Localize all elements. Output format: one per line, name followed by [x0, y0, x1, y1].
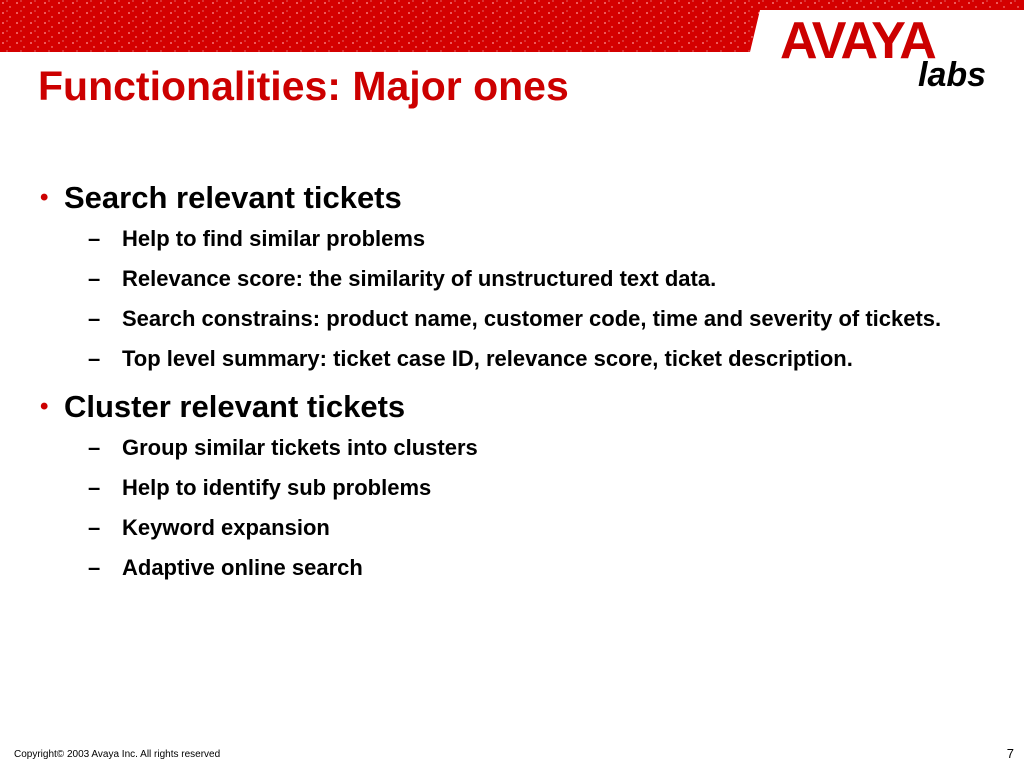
sub-bullet-text: Help to identify sub problems — [122, 475, 432, 500]
sub-bullet — [0, 513, 1024, 542]
section-cluster — [0, 387, 1024, 582]
sub-bullet-text: Keyword expansion — [122, 515, 330, 540]
sub-bullet-text: Adaptive online search — [122, 555, 363, 580]
bullet-dot-icon: • — [40, 184, 49, 211]
sub-bullet-list — [0, 433, 1024, 582]
dash-icon: – — [88, 226, 101, 251]
sub-bullet-text: Search constrains: product name, customer code, time and severity of tickets. — [122, 306, 942, 331]
slide-content — [0, 178, 1024, 596]
bullet-heading — [0, 387, 1024, 427]
sub-bullet — [0, 264, 1024, 293]
svg-text:AVAYA: AVAYA — [780, 12, 935, 70]
sub-bullet-text: Top level summary: ticket case ID, relevance score, ticket description. — [122, 346, 853, 371]
dash-icon: – — [88, 475, 101, 500]
sub-bullet-text: Help to find similar problems — [122, 226, 426, 251]
bullet-heading-text: Search relevant tickets — [64, 180, 402, 215]
dash-icon: – — [88, 306, 101, 331]
page-number: 7 — [1006, 746, 1014, 761]
bullet-heading-text: Cluster relevant tickets — [64, 389, 406, 424]
sub-bullet — [0, 433, 1024, 462]
footer-copyright: Copyright© 2003 Avaya Inc. All rights reserved — [14, 749, 221, 760]
dash-icon: – — [88, 515, 101, 540]
sub-bullet-list — [0, 224, 1024, 373]
dash-icon: – — [88, 555, 101, 580]
sub-bullet — [0, 304, 1024, 333]
sub-bullet-text: Group similar tickets into clusters — [122, 435, 478, 460]
avaya-labs-logo — [770, 0, 1024, 95]
bullet-dot-icon: • — [40, 393, 49, 420]
sub-bullet — [0, 224, 1024, 253]
dash-icon: – — [88, 346, 101, 371]
bullet-heading — [0, 178, 1024, 218]
dash-icon: – — [88, 266, 101, 291]
sub-bullet-text: Relevance score: the similarity of unstructured text data. — [122, 266, 717, 291]
sub-bullet — [0, 344, 1024, 373]
sub-bullet — [0, 473, 1024, 502]
section-search — [0, 178, 1024, 373]
svg-text:labs: labs — [918, 56, 987, 94]
sub-bullet — [0, 553, 1024, 582]
slide-title: Functionalities: Major ones — [38, 63, 569, 109]
dash-icon: – — [88, 435, 101, 460]
